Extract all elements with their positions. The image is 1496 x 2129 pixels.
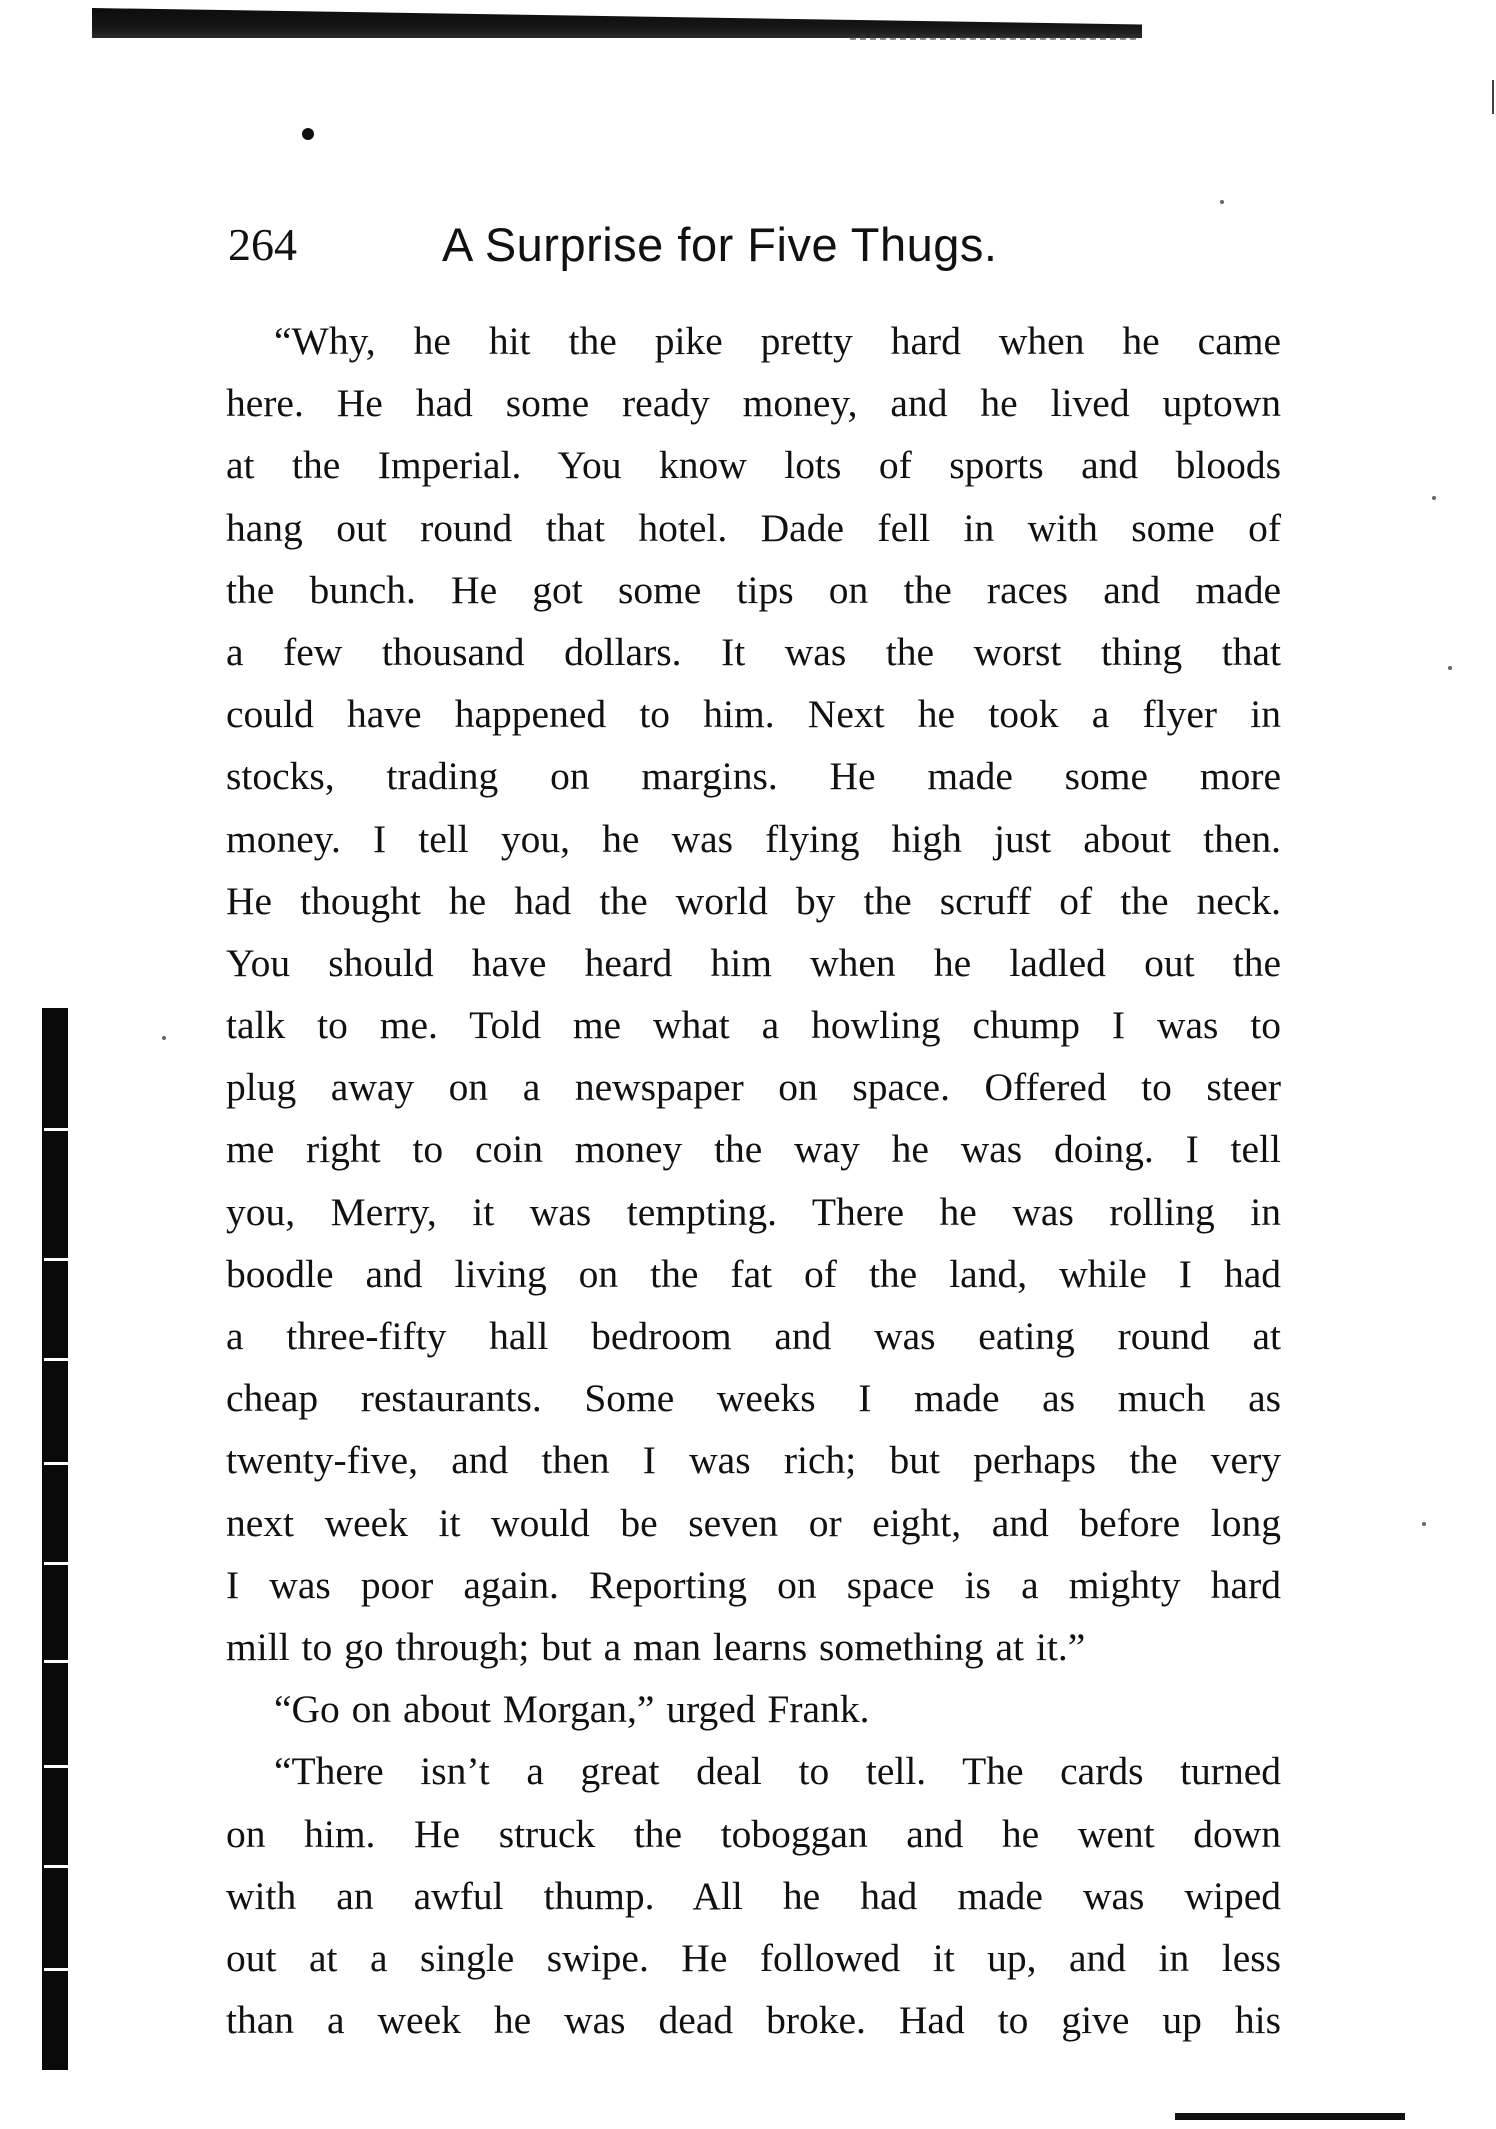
text-line: could have happened to him. Next he took a flyer in: [226, 692, 1281, 737]
text-line: “There isn’t a great deal to tell. The cards turned: [274, 1749, 1281, 1794]
binding-notch: [44, 1865, 68, 1868]
binding-notch: [44, 1128, 68, 1131]
text-line: at the Imperial. You know lots of sports and bloods: [226, 443, 1281, 488]
text-line: He thought he had the world by the scruff of the neck.: [226, 878, 1281, 923]
scan-speck: [162, 1036, 166, 1040]
text-line: “Go on about Morgan,” urged Frank.: [274, 1687, 870, 1732]
text-line: plug away on a newspaper on space. Offered to steer: [226, 1065, 1281, 1110]
running-title: A Surprise for Five Thugs.: [442, 218, 998, 271]
body-text: [226, 310, 1281, 2051]
text-line: the bunch. He got some tips on the races and made: [226, 567, 1281, 612]
text-line: a three-fifty hall bedroom and was eating round at: [226, 1314, 1281, 1358]
text-line: twenty-five, and then I was rich; but perhaps the very: [226, 1438, 1281, 1483]
scan-speck: [1448, 666, 1452, 670]
binding-notch: [44, 1562, 68, 1565]
right-edge-mark: [1492, 80, 1494, 114]
text-line: talk to me. Told me what a howling chump I was to: [226, 1003, 1281, 1048]
binding-notch: [44, 1765, 68, 1768]
text-line: with an awful thump. All he had made was wiped: [226, 1873, 1281, 1918]
top-rule-fade: [850, 34, 1140, 40]
bottom-page-edge-rule: [1175, 2113, 1405, 2120]
text-line: stocks, trading on margins. He made some more: [226, 754, 1281, 799]
text-line: a few thousand dollars. It was the worst thing that: [226, 629, 1281, 674]
binding-notch: [44, 1660, 68, 1663]
text-line: you, Merry, it was tempting. There he was rolling in: [226, 1189, 1281, 1234]
binding-notch: [44, 1462, 68, 1465]
ink-dot: [302, 128, 314, 140]
text-line: I was poor again. Reporting on space is a mighty hard: [226, 1562, 1281, 1607]
page-number: 264: [228, 219, 297, 270]
text-line: out at a single swipe. He followed it up, and in less: [226, 1935, 1281, 1980]
scan-speck: [1220, 200, 1224, 204]
text-line: You should have heard him when he ladled out the: [226, 940, 1281, 985]
scan-speck: [1432, 496, 1436, 500]
text-line: “Why, he hit the pike pretty hard when he came: [274, 319, 1281, 363]
text-line: than a week he was dead broke. Had to give up his: [226, 1998, 1281, 2043]
scan-speck: [1422, 1522, 1426, 1526]
text-line: money. I tell you, he was flying high just about then.: [226, 816, 1281, 861]
text-line: hang out round that hotel. Dade fell in with some of: [226, 505, 1281, 550]
text-line: cheap restaurants. Some weeks I made as much as: [226, 1376, 1281, 1421]
binding-notch: [44, 1258, 68, 1261]
text-line: next week it would be seven or eight, and before long: [226, 1500, 1281, 1545]
binding-notch: [44, 1358, 68, 1361]
left-binding-edge: [42, 1008, 68, 2070]
text-line: on him. He struck the toboggan and he went down: [226, 1811, 1281, 1856]
text-line: mill to go through; but a man learns something at it.”: [226, 1624, 1086, 1669]
text-line: boodle and living on the fat of the land, while I had: [226, 1251, 1281, 1296]
binding-notch: [44, 1968, 68, 1971]
page-header: [228, 210, 1288, 280]
text-line: here. He had some ready money, and he lived uptown: [226, 381, 1281, 426]
text-line: me right to coin money the way he was doing. I tell: [226, 1127, 1281, 1172]
